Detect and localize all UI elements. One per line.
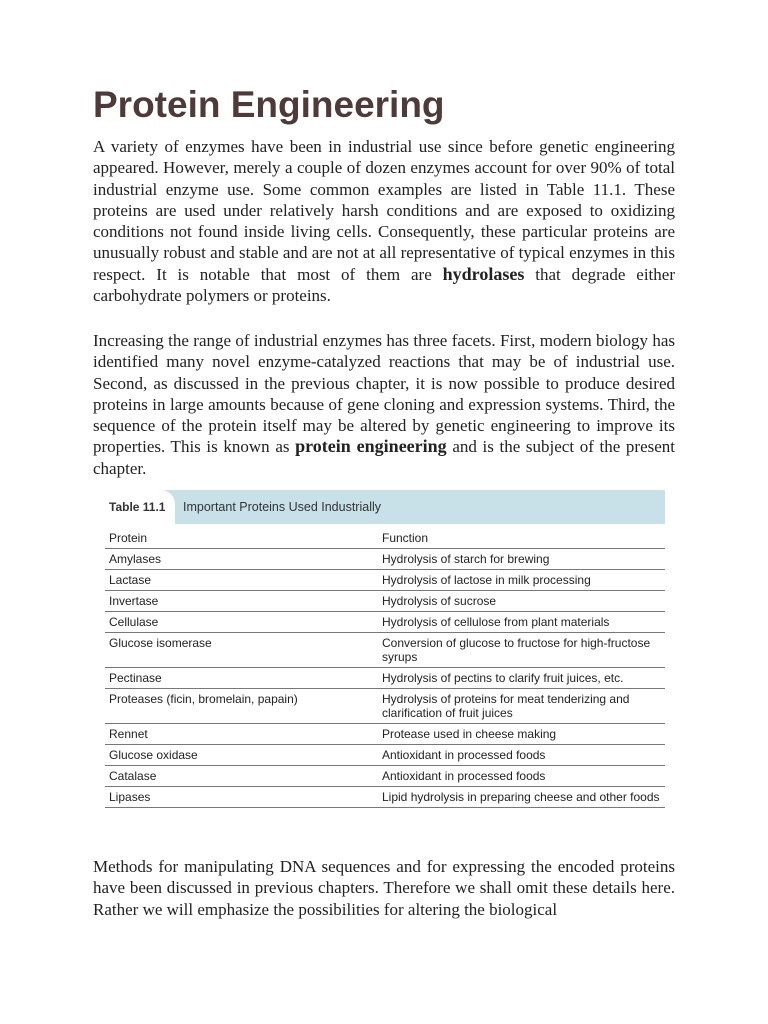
table-caption [105, 490, 665, 524]
bold-term: protein engineering [295, 436, 447, 457]
table-row [105, 787, 665, 808]
paragraph-1 [93, 136, 675, 306]
text: Methods for manipulating DNA sequences and for expressing the encoded proteins have been discussed in previous chapters. Therefore we shall omit these details here. Rather we will emphasize the possibilities for altering the biological [93, 857, 675, 919]
cell-protein: Catalase [109, 769, 157, 783]
table-row [105, 668, 665, 689]
cell-protein: Lactase [109, 573, 152, 587]
table-row [105, 745, 665, 766]
cell-function: Hydrolysis of sucrose [382, 594, 497, 608]
table-row [105, 549, 665, 570]
table-row [105, 612, 665, 633]
table-11-1 [105, 490, 665, 808]
table-row [105, 570, 665, 591]
page-title: Protein Engineering [93, 84, 445, 125]
text: A variety of enzymes have been in industrial use since before genetic engineering appeared. However, merely a couple of dozen enzymes account for over 90% of total industrial enzyme use. Some common examples are listed in Table 11.1. These proteins are used under relatively harsh conditions and are exposed to oxidizing conditions not found inside living cells. Consequently, these particular proteins are unusually robust and stable and are not at all representative of typical enzymes in this respect. It is notable that most of them are [93, 137, 675, 284]
cell-protein: Invertase [109, 594, 159, 608]
cell-function: Protease used in cheese making [382, 727, 557, 741]
table-header-row [105, 524, 665, 549]
cell-function: Hydrolysis of proteins for meat tenderizing and clarification of fruit juices [382, 692, 630, 720]
table-row [105, 724, 665, 745]
cell-protein: Proteases (ficin, bromelain, papain) [109, 692, 298, 706]
cell-function: Lipid hydrolysis in preparing cheese and other foods [382, 790, 660, 804]
table-title: Important Proteins Used Industrially [183, 500, 382, 514]
cell-function: Hydrolysis of cellulose from plant materials [382, 615, 610, 629]
cell-protein: Amylases [109, 552, 162, 566]
cell-protein: Lipases [109, 790, 151, 804]
header-protein: Protein [109, 531, 148, 545]
table-row [105, 689, 665, 724]
cell-protein: Glucose isomerase [109, 636, 212, 650]
cell-protein: Pectinase [109, 671, 162, 685]
text: Increasing the range of industrial enzymes has three facets. First, modern biology has identified many novel enzyme-catalyzed reactions that may be of industrial use. Second, as discussed in the previous chapter, it is now possible to produce desired proteins in large amounts because of gene cloning and expression systems. Third, the sequence of the protein itself may be altered by genetic engineering to improve its properties. This is known as [93, 331, 675, 457]
table-row [105, 633, 665, 668]
table-row [105, 766, 665, 787]
cell-protein: Rennet [109, 727, 148, 741]
cell-protein: Cellulase [109, 615, 159, 629]
cell-function: Antioxidant in processed foods [382, 748, 546, 762]
cell-function: Conversion of glucose to fructose for high-fructose syrups [382, 636, 651, 664]
paragraph-3 [93, 856, 675, 920]
table-row [105, 591, 665, 612]
header-function: Function [382, 531, 429, 545]
cell-function: Hydrolysis of lactose in milk processing [382, 573, 591, 587]
text: and is the subject of the present chapter. [93, 437, 675, 478]
cell-function: Hydrolysis of starch for brewing [382, 552, 550, 566]
text: that degrade either carbohydrate polymers or proteins. [93, 264, 675, 306]
cell-protein: Glucose oxidase [109, 748, 198, 762]
cell-function: Hydrolysis of pectins to clarify fruit juices, etc. [382, 671, 624, 685]
paragraph-2 [93, 330, 675, 479]
cell-function: Antioxidant in processed foods [382, 769, 546, 783]
bold-term: hydrolases [442, 263, 525, 284]
table-number: Table 11.1 [105, 490, 175, 524]
